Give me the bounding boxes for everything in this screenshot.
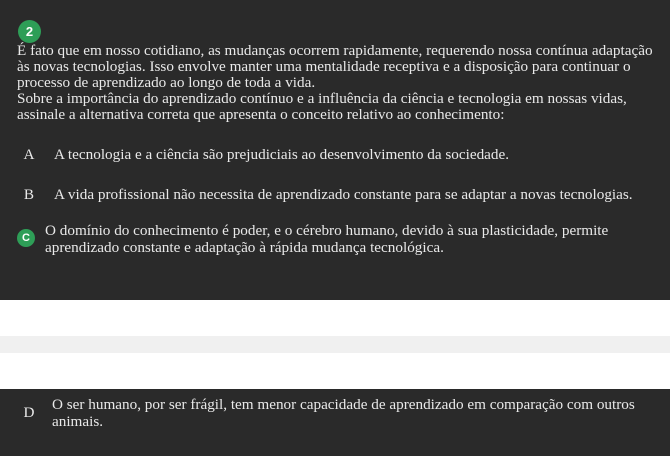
option-text: O domínio do conhecimento é poder, e o cérebro humano, devido à sua plasticidade, permite aprendizado constante e adaptação à rápida mudança tecnológica. xyxy=(45,222,609,256)
separator-band xyxy=(0,336,670,353)
question-stem xyxy=(17,43,662,123)
option-letter: B xyxy=(23,186,35,203)
option-letter: D xyxy=(23,404,35,421)
stem-paragraph: Sobre a importância do aprendizado contínuo e a influência da ciência e tecnologia em nossas vidas, assinale a alternativa correta que apresenta o conceito relativo ao conhecimento: xyxy=(17,90,627,123)
stem-paragraph: É fato que em nosso cotidiano, as mudanças ocorrem rapidamente, requerendo nossa contínua adaptação às novas tecnologias. Isso envolve manter uma mentalidade receptiva e a disposição para continuar o processo de aprendizado ao longo de toda a vida. xyxy=(17,42,653,91)
option-letter: A xyxy=(23,146,35,163)
option-text: A vida profissional não necessita de aprendizado constante para se adaptar a novas tecnologias. xyxy=(54,186,633,203)
option-text: A tecnologia e a ciência são prejudiciais ao desenvolvimento da sociedade. xyxy=(54,146,510,163)
selected-option-badge: C xyxy=(17,229,35,247)
question-number-badge: 2 xyxy=(18,20,41,43)
option-text: O ser humano, por ser frágil, tem menor capacidade de aprendizado em comparação com outros animais. xyxy=(52,396,635,430)
